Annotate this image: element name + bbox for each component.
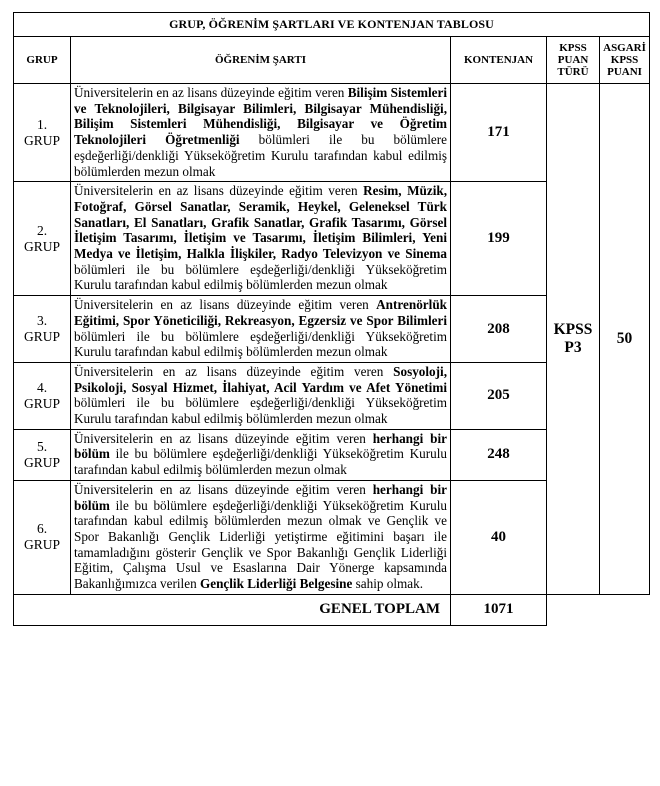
requirement-text: Üniversitelerin en az lisans düzeyinde eğitim veren xyxy=(74,297,377,313)
quota-cell: 171 xyxy=(451,84,547,182)
genel-toplam-label: GENEL TOPLAM xyxy=(14,594,451,625)
requirement-text: Üniversitelerin en az lisans düzeyinde eğitim veren xyxy=(74,430,373,446)
requirement-bold-text: Resim, Müzik, Fotoğraf, Görsel Sanatlar, Seramik, Heykel, Geleneksel Türk Sanatları, El Sanatları, Grafik Sanatlar, Grafik Tasarımı, Görsel İletişim Tasarımı, İletişim ve Tasarımı, İletişim Bilimleri, Yeni Medya ve İletişim, Halkla İlişkiler, Radyo Televizyon ve Sinema xyxy=(74,183,447,262)
group-cell: 5. GRUP xyxy=(14,429,71,480)
requirement-text: Üniversitelerin en az lisans düzeyinde eğitim veren xyxy=(74,481,373,497)
group-cell: 4. GRUP xyxy=(14,362,71,429)
requirement-text: ile bu bölümlere eşdeğerliği/denkliği Yükseköğretim Kurulu tarafından kabul edilmiş bölümlerden mezun olmak xyxy=(74,446,447,478)
empty-cell xyxy=(547,594,650,625)
requirement-bold-text: herhangi bir bölüm xyxy=(74,481,447,513)
requirement-text: Üniversitelerin en az lisans düzeyinde eğitim veren xyxy=(74,183,364,199)
quota-cell: 248 xyxy=(451,429,547,480)
genel-toplam-value: 1071 xyxy=(451,594,547,625)
requirement-cell xyxy=(71,182,451,296)
table-title: GRUP, ÖĞRENİM ŞARTLARI VE KONTENJAN TABLOSU xyxy=(14,13,650,37)
requirement-text: Üniversitelerin en az lisans düzeyinde eğitim veren xyxy=(74,363,394,379)
requirement-text: bölümleri ile bu bölümlere eşdeğerliği/denkliği Yükseköğretim Kurulu tarafından kabul edilmiş bölümlerden mezun olmak xyxy=(74,132,447,179)
kpss-puan-turu-cell: KPSS P3 xyxy=(547,84,600,595)
requirement-cell xyxy=(71,429,451,480)
quota-cell: 199 xyxy=(451,182,547,296)
requirement-bold-text: Sosyoloji, Psikoloji, Sosyal Hizmet, İlahiyat, Acil Yardım ve Afet Yönetimi xyxy=(74,363,447,395)
header-ogrenim-sarti: ÖĞRENİM ŞARTI xyxy=(71,37,451,84)
requirement-text: bölümleri ile bu bölümlere eşdeğerliği/denkliği Yükseköğretim Kurulu tarafından kabul edilmiş bölümlerden mezun olmak xyxy=(74,328,447,360)
requirement-text: bölümleri ile bu bölümlere eşdeğerliği/denkliği Yükseköğretim Kurulu tarafından kabul edilmiş bölümlerden mezun olmak xyxy=(74,395,447,427)
total-row xyxy=(14,594,650,625)
requirement-bold-text: Gençlik Liderliği Belgesine xyxy=(199,576,353,592)
group-cell: 2. GRUP xyxy=(14,182,71,296)
requirement-text: sahip olmak. xyxy=(352,576,424,592)
group-cell: 1. GRUP xyxy=(14,84,71,182)
group-cell: 6. GRUP xyxy=(14,480,71,594)
requirement-text: Üniversitelerin en az lisans düzeyinde eğitim veren xyxy=(74,85,348,100)
quota-cell: 40 xyxy=(451,480,547,594)
group-cell: 3. GRUP xyxy=(14,296,71,363)
requirement-text: bölümleri ile bu bölümlere eşdeğerliği/denkliği Yükseköğretim Kurulu tarafından kabul edilmiş bölümlerden mezun olmak xyxy=(74,261,447,293)
requirement-bold-text: Bilişim Sistemleri ve Teknolojileri, Bilgisayar Bilimleri, Bilgisayar Mühendisliği, Bilişim Sistemleri Mühendisliği, Bilgisayar ve Öğretim Teknolojileri Öğretmenliği xyxy=(74,85,448,148)
quota-cell: 205 xyxy=(451,362,547,429)
header-asgari-kpss-puani: ASGARİ KPSS PUANI xyxy=(600,37,650,84)
requirement-cell xyxy=(71,84,451,182)
asgari-puan-cell: 50 xyxy=(600,84,650,595)
table-row xyxy=(14,84,650,182)
quota-table xyxy=(13,12,650,626)
quota-cell: 208 xyxy=(451,296,547,363)
requirement-bold-text: Antrenörlük Eğitimi, Spor Yöneticiliği, Rekreasyon, Egzersiz ve Spor Bilimleri xyxy=(74,297,447,328)
requirement-bold-text: herhangi bir bölüm xyxy=(74,430,447,462)
header-kpss-puan-turu: KPSS PUAN TÜRÜ xyxy=(547,37,600,84)
requirement-cell xyxy=(71,480,451,594)
requirement-cell xyxy=(71,296,451,363)
header-kontenjan: KONTENJAN xyxy=(451,37,547,84)
requirement-text: ile bu bölümlere eşdeğerliği/denkliği Yükseköğretim Kurulu tarafından kabul edilmiş bölümlerden mezun olmak ve Gençlik ve Spor Bakanlığı Gençlik Liderliği yetiştirme eğitimini başarı ile tamamladığını gösterir Gençlik ve Spor Bakanlığı Gençlik Liderliği Eğitim, Çalışma Usul ve Esaslarına Dair Yönerge kapsamında Bakanlığımızca verilen xyxy=(74,497,447,592)
requirement-cell xyxy=(71,362,451,429)
header-grup: GRUP xyxy=(14,37,71,84)
